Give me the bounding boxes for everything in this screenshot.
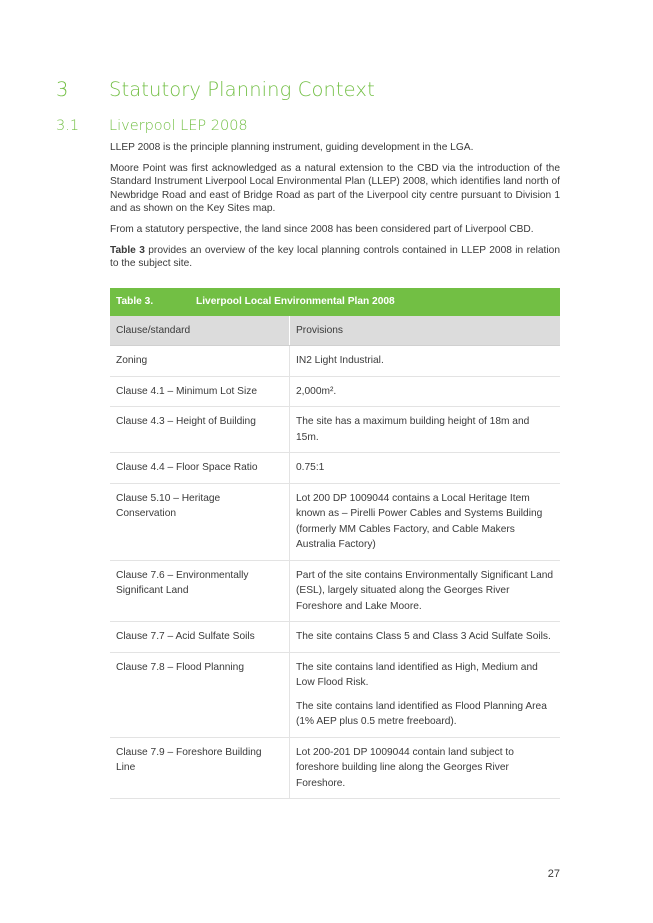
- subsection-heading: [56, 118, 248, 134]
- page-number: 27: [547, 868, 560, 880]
- table-caption: [110, 288, 560, 316]
- body-text: [110, 141, 560, 279]
- provision-text: Lot 200-201 DP 1009044 contain land subject to foreshore building line along the Georges River Foreshore.: [296, 746, 514, 789]
- provision-text: 0.75:1: [296, 462, 325, 473]
- provisions-cell: [290, 346, 561, 377]
- table-caption-cell: [110, 288, 560, 316]
- clause-cell: Clause 4.1 – Minimum Lot Size: [110, 376, 290, 407]
- table-row: [110, 622, 560, 653]
- paragraph: LLEP 2008 is the principle planning instrument, guiding development in the LGA.: [110, 142, 474, 153]
- column-header-clause: Clause/standard: [110, 316, 290, 346]
- table-row: [110, 737, 560, 799]
- clause-cell: Zoning: [110, 346, 290, 377]
- provision-text: Lot 200 DP 1009044 contains a Local Heritage Item known as – Pirelli Power Cables and Systems Building (formerly MM Cables Factory, and Cable Makers Australia Factory): [296, 492, 543, 550]
- table-row: [110, 560, 560, 622]
- clause-cell: Clause 5.10 – Heritage Conservation: [110, 483, 290, 560]
- table-intro-text: provides an overview of the key local planning controls contained in LLEP 2008 in relation to the subject site.: [110, 245, 560, 270]
- table-row: [110, 346, 560, 377]
- section-title: Statutory Planning Context: [109, 78, 375, 101]
- paragraph: Moore Point was first acknowledged as a natural extension to the CBD via the introduction of the Standard Instrument Liverpool Local Environmental Plan (LLEP) 2008, which identifies land north of Newbridge Road and east of Bridge Road as part of the Liverpool city centre pursuant to Division 1 and as shown on the Key Sites map.: [110, 163, 560, 214]
- table-caption-title: Liverpool Local Environmental Plan 2008: [196, 296, 395, 307]
- provisions-cell: [290, 407, 561, 453]
- subsection-number: 3.1: [56, 118, 80, 134]
- column-header-provisions: Provisions: [290, 316, 561, 346]
- provisions-cell: [290, 652, 561, 737]
- subsection-title: Liverpool LEP 2008: [109, 118, 248, 134]
- provisions-cell: [290, 622, 561, 653]
- clause-cell: Clause 7.7 – Acid Sulfate Soils: [110, 622, 290, 653]
- provision-text: 2,000m².: [296, 385, 337, 397]
- planning-controls-table: [110, 288, 560, 799]
- provisions-cell: [290, 737, 561, 799]
- provisions-cell: [290, 453, 561, 484]
- provision-text: IN2 Light Industrial.: [296, 355, 384, 366]
- table-row: [110, 376, 560, 407]
- provisions-cell: [290, 483, 561, 560]
- table-row: [110, 453, 560, 484]
- table-row: [110, 483, 560, 560]
- section-heading: [56, 78, 375, 101]
- provision-text: The site contains land identified as Flood Planning Area (1% AEP plus 0.5 metre freeboard).: [296, 700, 547, 727]
- table-intro-paragraph: [110, 244, 560, 270]
- provision-text: The site contains Class 5 and Class 3 Acid Sulfate Soils.: [296, 631, 551, 642]
- provision-text: The site has a maximum building height of 18m and 15m.: [296, 416, 530, 443]
- provisions-cell: [290, 376, 561, 407]
- provisions-cell: [290, 560, 561, 622]
- provision-text: Part of the site contains Environmentally Significant Land (ESL), largely situated along the Georges River Foreshore and Lake Moore.: [296, 569, 554, 612]
- table-row: [110, 652, 560, 737]
- provision-text: The site contains land identified as High, Medium and Low Flood Risk.: [296, 661, 538, 688]
- table-body: [110, 346, 560, 799]
- clause-cell: Clause 7.8 – Flood Planning: [110, 652, 290, 737]
- table-caption-label: Table 3.: [116, 296, 154, 307]
- clause-cell: Clause 4.3 – Height of Building: [110, 407, 290, 453]
- clause-cell: Clause 4.4 – Floor Space Ratio: [110, 453, 290, 484]
- table-reference: Table 3: [110, 245, 145, 257]
- table-header-row: [110, 316, 560, 346]
- table-row: [110, 407, 560, 453]
- paragraph: From a statutory perspective, the land since 2008 has been considered part of Liverpool CBD.: [110, 224, 534, 236]
- clause-cell: Clause 7.6 – Environmentally Significant Land: [110, 560, 290, 622]
- clause-cell: Clause 7.9 – Foreshore Building Line: [110, 737, 290, 799]
- section-number: 3: [56, 78, 69, 101]
